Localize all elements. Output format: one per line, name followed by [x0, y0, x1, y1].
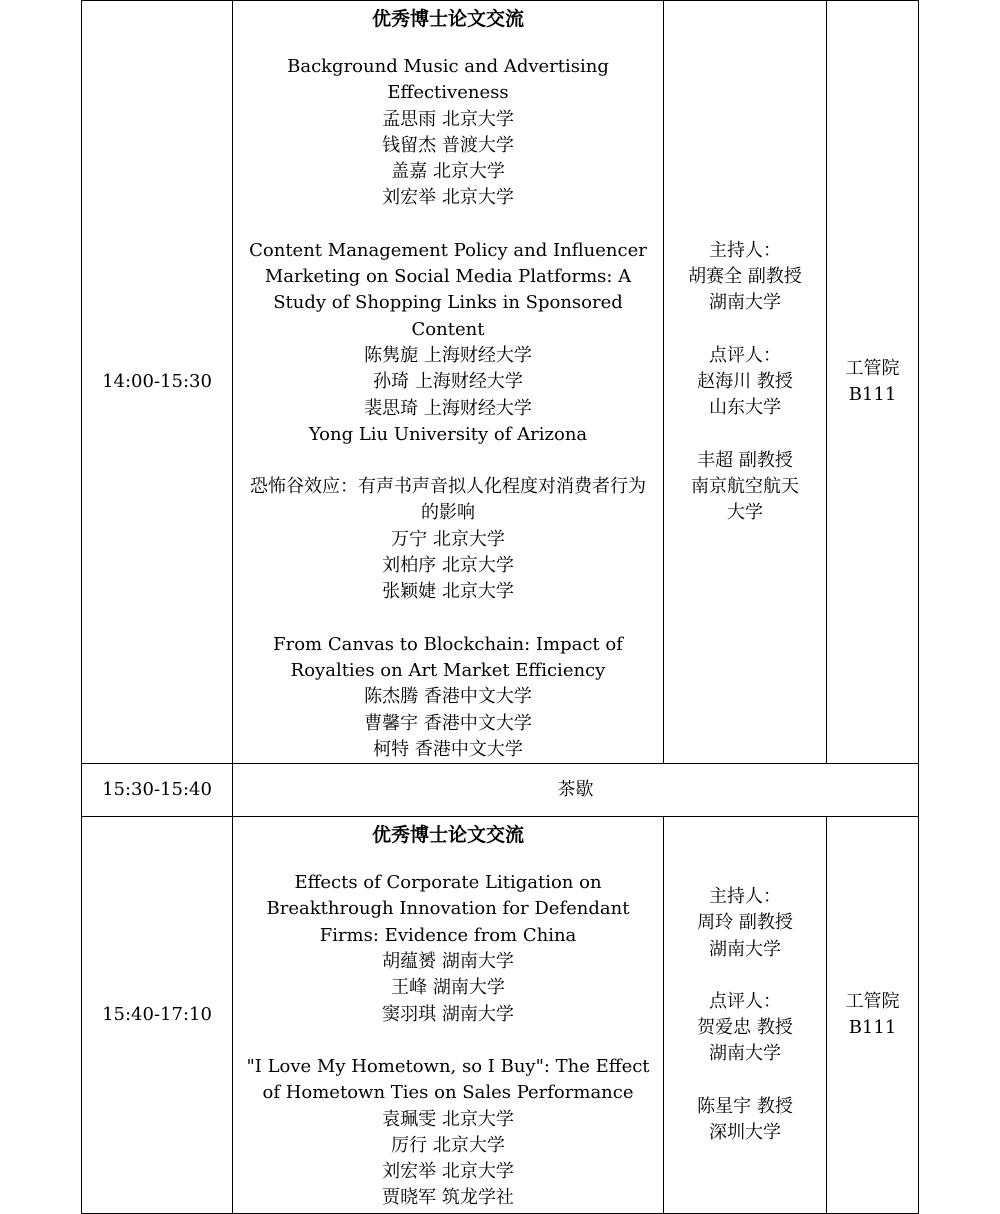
author-line: 王峰 湖南大学: [391, 977, 505, 999]
paper-title: Background Music and Advertising Effectiveness: [287, 56, 609, 104]
host-label: 主持人：: [709, 239, 781, 261]
host-affiliation: 湖南大学: [709, 938, 781, 960]
author-line: 张颖婕 北京大学: [382, 581, 514, 603]
paper-title: 恐怖谷效应：有声书声音拟人化程度对消费者行为的影响: [250, 476, 646, 524]
author-line: 贾晓军 筑龙学社: [382, 1187, 514, 1209]
reviewer-affiliation: 湖南大学: [709, 1043, 781, 1065]
time-cell: 15:30-15:40: [82, 764, 233, 817]
time-cell: 14:00-15:30: [82, 1, 233, 764]
paper-title: Effects of Corporate Litigation on Breakthrough Innovation for Defendant Firms: Evidence from China: [266, 872, 636, 946]
author-line: 窦羽琪 湖南大学: [382, 1003, 514, 1025]
reviewer-label: 点评人：: [709, 990, 781, 1012]
venue-building: 工管院: [845, 357, 900, 379]
author-line: 孙琦 上海财经大学: [373, 371, 523, 393]
section-title: 优秀博士论文交流: [371, 824, 524, 847]
time-cell: 15:40-17:10: [82, 817, 233, 1214]
author-line: 胡蕴赟 湖南大学: [382, 951, 514, 973]
reviewer-block: [664, 343, 826, 422]
author-line: 陈隽旎 上海财经大学: [364, 344, 532, 366]
paper-block: [233, 238, 663, 448]
reviewer-name: 赵海川 教授: [697, 370, 793, 392]
host-reviewer-cell: [664, 817, 827, 1214]
host-block: [664, 884, 826, 963]
venue-room: B111: [848, 384, 897, 406]
reviewer-affiliation: 山东大学: [709, 397, 781, 419]
venue-cell: [827, 817, 919, 1214]
paper-block: [233, 1054, 663, 1212]
break-row: [82, 764, 919, 817]
reviewer-affiliation: 深圳大学: [709, 1122, 781, 1144]
author-line: 盖嘉 北京大学: [391, 161, 505, 183]
author-line: 袁珮雯 北京大学: [382, 1108, 514, 1130]
author-line: 曹馨宇 香港中文大学: [364, 712, 532, 734]
reviewer-name: 贺爱忠 教授: [697, 1017, 793, 1039]
host-label: 主持人：: [709, 885, 781, 907]
paper-title: From Canvas to Blockchain: Impact of Royalties on Art Market Efficiency: [273, 633, 623, 681]
venue-room: B111: [848, 1017, 897, 1039]
topic-cell: [233, 817, 664, 1214]
break-label: 茶歇: [557, 778, 594, 800]
paper-block: [233, 632, 663, 763]
schedule-table: [81, 0, 919, 1214]
author-line: 陈杰腾 香港中文大学: [364, 686, 532, 708]
author-line: 裴思琦 上海财经大学: [364, 397, 532, 419]
session-row: [82, 817, 919, 1214]
paper-title: "I Love My Hometown, so I Buy": The Effect of Hometown Ties on Sales Performance: [246, 1055, 650, 1104]
author-line: 钱留杰 普渡大学: [382, 134, 514, 156]
reviewer-name: 丰超 副教授: [697, 449, 793, 471]
paper-block: [233, 474, 663, 605]
reviewer-affiliation: 大学: [727, 502, 763, 524]
host-block: [664, 238, 826, 317]
host-name: 周玲 副教授: [697, 912, 793, 934]
topic-cell: [233, 1, 664, 764]
author-line: 厉行 北京大学: [391, 1134, 505, 1156]
reviewer-block: [664, 448, 826, 527]
paper-block: [233, 54, 663, 212]
host-affiliation: 湖南大学: [709, 292, 781, 314]
host-reviewer-cell: [664, 1, 827, 764]
venue-building: 工管院: [845, 990, 900, 1012]
break-cell: [233, 764, 919, 817]
section-title: 优秀博士论文交流: [371, 8, 524, 30]
paper-title: Content Management Policy and Influencer Marketing on Social Media Platforms: A Study of Shopping Links in Sponsored Content: [249, 239, 647, 340]
reviewer-block: [664, 989, 826, 1068]
author-line: 刘柏序 北京大学: [382, 555, 514, 577]
paper-block: [233, 870, 663, 1028]
author-line: Yong Liu University of Arizona: [308, 423, 588, 445]
reviewer-affiliation: 南京航空航天: [691, 475, 799, 497]
reviewer-block: [664, 1094, 826, 1147]
author-line: 万宁 北京大学: [391, 528, 505, 550]
venue-cell: [827, 1, 919, 764]
host-name: 胡赛全 副教授: [688, 266, 802, 288]
reviewer-label: 点评人：: [709, 344, 781, 366]
reviewer-name: 陈星宇 教授: [697, 1095, 793, 1117]
author-line: 孟思雨 北京大学: [382, 108, 514, 130]
author-line: 刘宏举 北京大学: [382, 1161, 514, 1183]
session-row: [82, 1, 919, 764]
author-line: 柯特 香港中文大学: [373, 738, 523, 760]
author-line: 刘宏举 北京大学: [382, 187, 514, 209]
